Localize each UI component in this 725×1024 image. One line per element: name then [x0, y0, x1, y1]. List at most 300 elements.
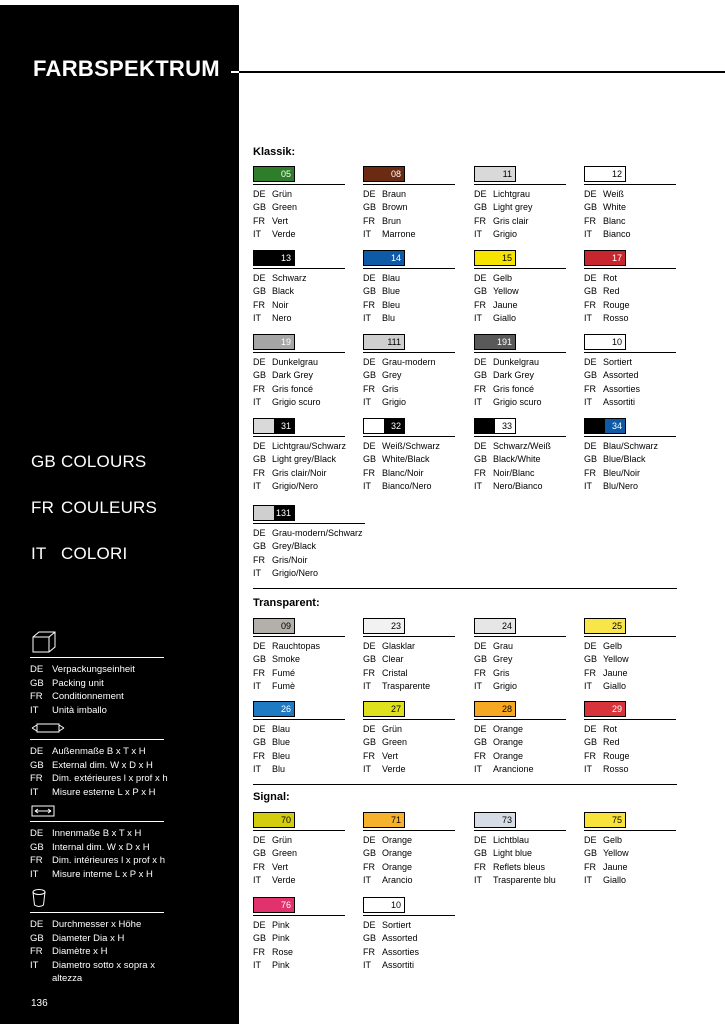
- color-item-rule: [253, 268, 345, 269]
- color-names: [584, 723, 676, 776]
- title-rule-dash: [231, 71, 239, 73]
- language-code: GB: [363, 370, 377, 381]
- color-name: Gris foncé: [493, 383, 535, 394]
- color-name: Bianco/Nero: [382, 480, 432, 491]
- color-name-row: [474, 640, 566, 653]
- color-name-row: [253, 959, 345, 972]
- legend-rule: [30, 739, 164, 740]
- color-name: Grau-modern/Schwarz: [272, 528, 363, 538]
- color-names: [363, 272, 455, 325]
- color-item: [363, 897, 455, 972]
- color-name: Rot: [603, 273, 618, 283]
- color-item-rule: [584, 636, 676, 637]
- language-code: DE: [474, 835, 487, 845]
- legend-text: Dim. intérieures l x prof x h: [52, 855, 165, 867]
- color-name: Blanc/Noir: [382, 467, 424, 478]
- color-code: 31: [280, 421, 291, 431]
- color-name-row: [253, 946, 345, 959]
- color-name-row: [363, 299, 455, 312]
- color-name-row: [584, 467, 676, 480]
- color-item: [253, 505, 365, 580]
- color-name-row: [474, 285, 566, 298]
- language-code: FR: [584, 467, 596, 478]
- color-name-row: [584, 215, 676, 228]
- color-swatch: [584, 701, 626, 717]
- legend-line: [30, 854, 164, 868]
- color-name: Noir: [272, 299, 289, 310]
- color-swatch: [363, 897, 405, 913]
- color-item-rule: [253, 184, 345, 185]
- language-code: GB: [363, 933, 377, 944]
- color-swatch: [474, 812, 516, 828]
- color-name-row: [253, 736, 345, 749]
- color-name: Orange: [382, 861, 413, 872]
- color-item-rule: [363, 719, 455, 720]
- swatch-left-half: [364, 419, 384, 433]
- color-names: [363, 834, 455, 887]
- language-code: DE: [474, 441, 487, 451]
- color-name: Grigio: [382, 396, 407, 407]
- color-name: Grey: [493, 654, 513, 665]
- legend-language-code: GB: [30, 841, 44, 853]
- color-name-row: [363, 959, 455, 972]
- color-name: Lichtblau: [493, 835, 530, 845]
- color-name-row: [253, 440, 345, 453]
- language-code: DE: [363, 441, 376, 451]
- color-name: Verde: [272, 228, 296, 239]
- color-name: Braun: [382, 189, 407, 199]
- language-code: IT: [584, 396, 592, 407]
- color-name-row: [584, 847, 676, 860]
- language-code: GB: [584, 454, 598, 465]
- legend-text: Unità imballo: [52, 704, 107, 716]
- color-code: 13: [280, 253, 291, 263]
- legend-line: [30, 772, 168, 786]
- color-swatch: [363, 812, 405, 828]
- color-item: [363, 618, 455, 693]
- language-code: GB: [584, 286, 598, 297]
- legend-line: [30, 704, 164, 718]
- language-code: GB: [584, 737, 598, 748]
- color-name: Bleu: [382, 299, 401, 310]
- color-name-row: [253, 527, 365, 540]
- sidebar-panel: [0, 5, 239, 1024]
- color-name: Rauchtopas: [272, 641, 321, 651]
- color-name: Grün: [272, 189, 293, 199]
- color-item-rule: [253, 915, 345, 916]
- color-name: Grau-modern: [382, 357, 436, 367]
- language-code: GB: [363, 848, 377, 859]
- color-name-row: [363, 667, 455, 680]
- color-name-row: [363, 201, 455, 214]
- color-item: [584, 334, 676, 409]
- language-code: IT: [584, 874, 592, 885]
- legend-text: Außenmaße B x T x H: [52, 746, 146, 757]
- color-name: Rouge: [603, 750, 630, 761]
- color-name-row: [474, 723, 566, 736]
- legend-text: Diametro sotto x sopra x: [52, 959, 155, 971]
- color-name-row: [474, 369, 566, 382]
- page-number: 136: [31, 998, 48, 1009]
- color-names: [253, 723, 345, 776]
- color-name: Schwarz/Weiß: [493, 441, 551, 451]
- color-code: 19: [280, 337, 291, 347]
- legend-language-code: FR: [30, 691, 43, 703]
- color-name: Schwarz: [272, 273, 307, 283]
- language-code: DE: [363, 357, 376, 367]
- language-code: GB: [253, 848, 267, 859]
- color-swatch: [474, 166, 516, 182]
- color-name: Gris: [382, 383, 399, 394]
- language-code: FR: [474, 383, 486, 394]
- language-code: GB: [253, 737, 267, 748]
- color-name-row: [363, 369, 455, 382]
- color-name: Gelb: [493, 273, 513, 283]
- color-name: Gris: [493, 667, 510, 678]
- language-code: GB: [474, 202, 488, 213]
- color-name-row: [363, 680, 455, 693]
- language-code: DE: [363, 835, 376, 845]
- language-code: FR: [253, 467, 265, 478]
- color-item: [474, 812, 566, 887]
- color-name-row: [584, 299, 676, 312]
- color-item: [253, 334, 345, 409]
- language-code: GB: [474, 737, 488, 748]
- color-name-row: [363, 653, 455, 666]
- color-name-row: [363, 946, 455, 959]
- color-name-row: [474, 750, 566, 763]
- language-code: FR: [363, 215, 375, 226]
- language-code: IT: [253, 228, 261, 239]
- color-code: 34: [611, 421, 622, 431]
- language-code: IT: [363, 874, 371, 885]
- color-name: Giallo: [603, 874, 627, 885]
- legend-line: [30, 959, 164, 973]
- color-item-rule: [474, 352, 566, 353]
- color-name: Orange: [382, 835, 413, 845]
- color-item: [474, 334, 566, 409]
- color-code: 131: [275, 508, 291, 518]
- color-item: [584, 618, 676, 693]
- color-item: [474, 618, 566, 693]
- color-item-rule: [253, 523, 365, 524]
- color-name-row: [363, 763, 455, 776]
- color-swatch: [474, 701, 516, 717]
- color-code: 14: [390, 253, 401, 263]
- color-item-rule: [253, 719, 345, 720]
- color-item: [584, 701, 676, 776]
- color-name-row: [253, 228, 345, 241]
- color-item: [474, 418, 566, 493]
- color-name: Yellow: [603, 654, 629, 665]
- internal-dimensions-icon: [31, 805, 55, 817]
- color-swatch: [584, 334, 626, 350]
- legend-text: Diameter Dia x H: [52, 932, 125, 944]
- color-name: Green: [272, 202, 298, 213]
- color-name-row: [363, 723, 455, 736]
- legend-diameter: [30, 912, 164, 986]
- color-name: Lichtgrau/Schwarz: [272, 441, 347, 451]
- color-name: Yellow: [603, 848, 629, 859]
- color-code: 71: [390, 815, 401, 825]
- legend-rule: [30, 657, 164, 658]
- color-name: White/Black: [382, 454, 430, 465]
- color-name-row: [363, 750, 455, 763]
- language-code: FR: [253, 383, 265, 394]
- color-name: Grigio: [493, 228, 518, 239]
- color-item: [474, 250, 566, 325]
- color-name: Pink: [272, 959, 290, 970]
- color-item: [363, 250, 455, 325]
- color-name: Vert: [272, 861, 289, 872]
- color-name: Fumé: [272, 667, 296, 678]
- color-names: [584, 640, 676, 693]
- language-code: FR: [363, 861, 375, 872]
- color-item-rule: [363, 184, 455, 185]
- color-item-rule: [253, 636, 345, 637]
- language-code: IT: [474, 228, 482, 239]
- legend-language-code: GB: [30, 759, 44, 771]
- color-item: [363, 166, 455, 241]
- color-name-row: [474, 228, 566, 241]
- legend-language-code: DE: [30, 664, 44, 675]
- color-name: Orange: [382, 848, 413, 859]
- color-name-row: [253, 201, 345, 214]
- language-code: GB: [584, 370, 598, 381]
- color-names: [474, 640, 566, 693]
- color-name-row: [584, 356, 676, 369]
- color-item-rule: [363, 268, 455, 269]
- color-name-row: [584, 640, 676, 653]
- color-swatch: [363, 701, 405, 717]
- color-item-rule: [584, 352, 676, 353]
- language-code: DE: [474, 273, 487, 283]
- language-code: GB: [584, 654, 598, 665]
- color-name: Dunkelgrau: [493, 357, 540, 367]
- color-code: 191: [496, 337, 512, 347]
- color-item-rule: [253, 830, 345, 831]
- language-code: DE: [363, 273, 376, 283]
- color-name-row: [253, 750, 345, 763]
- color-item: [253, 701, 345, 776]
- color-name-row: [363, 932, 455, 945]
- color-swatch: [253, 166, 295, 182]
- language-code: GB: [474, 848, 488, 859]
- color-item: [584, 250, 676, 325]
- color-item-rule: [363, 636, 455, 637]
- color-name-row: [253, 861, 345, 874]
- color-code: 08: [390, 169, 401, 179]
- color-item-rule: [584, 184, 676, 185]
- color-name-row: [253, 383, 345, 396]
- language-code: DE: [474, 357, 487, 367]
- language-code: IT: [363, 959, 371, 970]
- color-swatch: [253, 334, 295, 350]
- color-name: Giallo: [603, 680, 627, 691]
- color-name: Assorties: [603, 383, 641, 394]
- color-name-row: [253, 640, 345, 653]
- language-code: DE: [253, 189, 266, 199]
- language-code: FR: [584, 383, 596, 394]
- color-name: Rose: [272, 946, 294, 957]
- color-name: Grey: [382, 370, 402, 381]
- legend-line: [30, 918, 164, 932]
- color-item: [474, 701, 566, 776]
- color-name: Light blue: [493, 848, 533, 859]
- color-name-row: [253, 680, 345, 693]
- language-code: IT: [363, 396, 371, 407]
- color-name: Reflets bleus: [493, 861, 546, 872]
- color-name: Blu: [272, 763, 286, 774]
- color-name: Yellow: [493, 286, 519, 297]
- color-item: [584, 166, 676, 241]
- color-name-row: [474, 653, 566, 666]
- color-name: Trasparente blu: [493, 874, 556, 885]
- color-item: [363, 701, 455, 776]
- language-code: GB: [584, 848, 598, 859]
- color-name: Black: [272, 286, 295, 297]
- color-name-row: [363, 312, 455, 325]
- legend-text: Durchmesser x Höhe: [52, 919, 142, 930]
- color-code: 10: [611, 337, 622, 347]
- language-code: IT: [584, 228, 592, 239]
- color-name-row: [584, 680, 676, 693]
- legend-line: [30, 945, 164, 959]
- legend-internal-dimensions: [30, 821, 164, 881]
- color-name: Dark Grey: [493, 370, 535, 381]
- language-code: DE: [363, 641, 376, 651]
- legend-rule: [30, 821, 164, 822]
- color-names: [253, 356, 345, 409]
- color-name: Gelb: [603, 835, 623, 845]
- language-code: GB: [584, 202, 598, 213]
- color-name: Pink: [272, 920, 290, 930]
- color-names: [474, 188, 566, 241]
- color-name: Light grey/Black: [272, 454, 337, 465]
- legend-line: [30, 972, 164, 986]
- color-item: [363, 334, 455, 409]
- legend-text: Innenmaße B x T x H: [52, 828, 142, 839]
- color-item: [363, 812, 455, 887]
- color-name: Noir/Blanc: [493, 467, 535, 478]
- legend-language-code: GB: [30, 677, 44, 689]
- color-name: Jaune: [603, 667, 628, 678]
- color-name: Sortiert: [382, 920, 412, 930]
- language-code: DE: [253, 641, 266, 651]
- legend-text: Packing unit: [52, 677, 104, 689]
- color-code: 25: [611, 621, 622, 631]
- color-name: Gris clair: [493, 215, 529, 226]
- swatch-left-half: [254, 419, 274, 433]
- cylinder-icon: [31, 888, 47, 908]
- color-names: [253, 527, 365, 580]
- color-name: Gelb: [603, 641, 623, 651]
- legend-language-code: FR: [30, 855, 43, 867]
- color-names: [253, 188, 345, 241]
- color-name-row: [474, 299, 566, 312]
- language-code: DE: [253, 357, 266, 367]
- color-names: [584, 834, 676, 887]
- color-name: Rosso: [603, 312, 629, 323]
- language-code: GB: [253, 370, 267, 381]
- color-name-row: [584, 383, 676, 396]
- language-code: FR: [584, 215, 596, 226]
- color-names: [584, 188, 676, 241]
- color-name: Grün: [272, 835, 293, 845]
- legend-line: [30, 690, 164, 704]
- language-code: FR: [253, 861, 265, 872]
- color-name-row: [253, 874, 345, 887]
- color-name: Blue/Black: [603, 454, 646, 465]
- section-label-signal: Signal:: [253, 791, 290, 803]
- language-code: GB: [474, 370, 488, 381]
- color-name-row: [253, 215, 345, 228]
- color-name: Nero: [272, 312, 292, 323]
- color-name-row: [584, 396, 676, 409]
- language-code: IT: [363, 312, 371, 323]
- color-name: Gris clair/Noir: [272, 467, 327, 478]
- color-swatch: [253, 897, 295, 913]
- color-names: [253, 919, 345, 972]
- color-name-row: [363, 919, 455, 932]
- color-name-row: [363, 480, 455, 493]
- color-names: [363, 188, 455, 241]
- color-swatch: [253, 812, 295, 828]
- color-swatch: [584, 618, 626, 634]
- color-code: 17: [611, 253, 622, 263]
- language-code: FR: [584, 667, 596, 678]
- language-code: GB: [363, 286, 377, 297]
- color-name-row: [253, 540, 365, 553]
- legend-line: [30, 759, 164, 773]
- color-code: 73: [501, 815, 512, 825]
- color-name-row: [363, 874, 455, 887]
- language-code: FR: [253, 667, 265, 678]
- color-name: Blue: [272, 737, 291, 748]
- color-name: Pink: [272, 933, 290, 944]
- color-name-row: [584, 440, 676, 453]
- language-code: DE: [253, 441, 266, 451]
- color-name-row: [363, 383, 455, 396]
- swatch-left-half: [254, 506, 274, 520]
- color-swatch: [363, 166, 405, 182]
- language-code: DE: [253, 835, 266, 845]
- color-name: Green: [272, 848, 298, 859]
- color-swatch: [253, 505, 295, 521]
- language-code: FR: [474, 299, 486, 310]
- color-name-row: [253, 567, 365, 580]
- color-name-row: [363, 861, 455, 874]
- color-name-row: [584, 285, 676, 298]
- color-name: Marrone: [382, 228, 416, 239]
- language-code: DE: [584, 835, 597, 845]
- language-code: DE: [363, 189, 376, 199]
- color-item-rule: [474, 830, 566, 831]
- language-code: FR: [253, 299, 265, 310]
- color-swatch: [363, 334, 405, 350]
- language-code: DE: [584, 189, 597, 199]
- color-names: [253, 834, 345, 887]
- color-name-row: [474, 680, 566, 693]
- color-code: 32: [390, 421, 401, 431]
- legend-language-code: IT: [30, 704, 39, 716]
- language-code: FR: [363, 299, 375, 310]
- legend-text: Dim. extérieures l x prof x h: [52, 773, 168, 785]
- color-name: Weiß: [603, 189, 624, 199]
- legend-text: Misure esterne L x P x H: [52, 786, 156, 798]
- language-code: GB: [253, 541, 267, 552]
- color-code: 12: [611, 169, 622, 179]
